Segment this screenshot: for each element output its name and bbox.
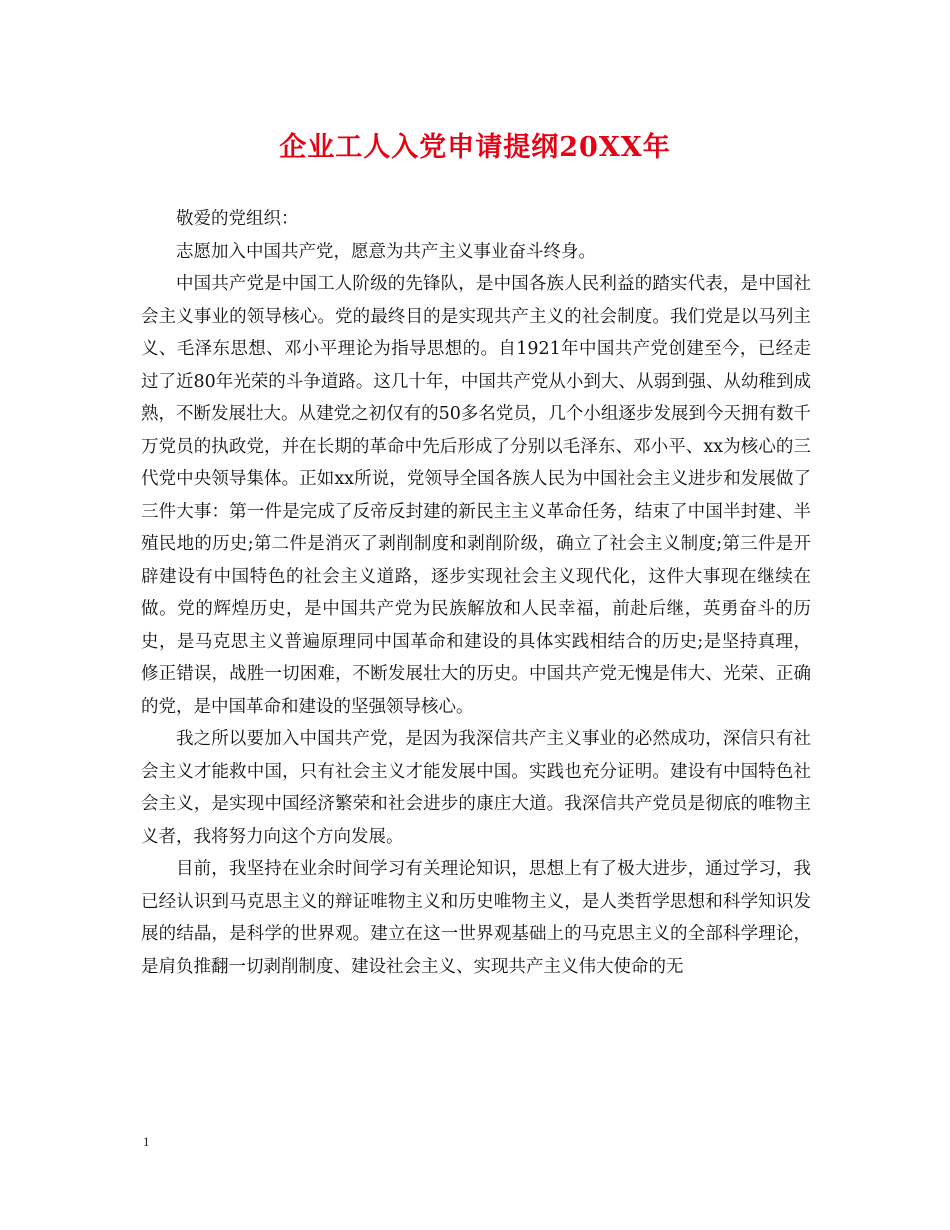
document-title: 企业工人入党申请提纲20XX年 — [279, 132, 671, 163]
paragraph: 目前，我坚持在业余时间学习有关理论知识，思想上有了极大进步，通过学习，我已经认识到马克思主义的辩证唯物主义和历史唯物主义，是人类哲学思想和科学知识发展的结晶，是科学的世界观。建立在这一世界观基础上的马克思主义的全部科学理论，是肩负推翻一切剥削制度、建设社会主义、实现共产主义伟大使命的无 — [141, 859, 811, 977]
document-body — [141, 203, 811, 983]
paragraph: 志愿加入中国共产党，愿意为共产主义事业奋斗终身。 — [176, 241, 596, 262]
salutation: 敬爱的党组织： — [176, 209, 299, 229]
paragraph: 中国共产党是中国工人阶级的先锋队，是中国各族人民利益的踏实代表，是中国社会主义事业的领导核心。党的最终目的是实现共产主义的社会制度。我们党是以马列主义、毛泽东思想、邓小平理论为指导思想的。自1921年中国共产党创建至今，已经走过了近80年光荣的斗争道路。这几十年，中国共产党从小到大、从弱到强、从幼稚到成熟，不断发展壮大。从建党之初仅有的50多名党员，几个小组逐步发展到今天拥有数千万党员的执政党，并在长期的革命中先后形成了分别以毛泽东、邓小平、xx为核心的三代党中央领导集体。正如xx所说，党领导全国各族人民为中国社会主义进步和发展做了三件大事：第一件是完成了反帝反封建的新民主主义革命任务，结束了中国半封建、半殖民地的历史;第二件是消灭了剥削制度和剥削阶级，确立了社会主义制度;第三件是开辟建设有中国特色的社会主义道路，逐步实现社会主义现代化，这件大事现在继续在做。党的辉煌历史，是中国共产党为民族解放和人民幸福，前赴后继，英勇奋斗的历史，是马克思主义普遍原理同中国革命和建设的具体实践相结合的历史;是坚持真理，修正错误，战胜一切困难，不断发展壮大的历史。中国共产党无愧是伟大、光荣、正确的党，是中国革命和建设的坚强领导核心。 — [141, 274, 811, 717]
paragraph: 我之所以要加入中国共产党，是因为我深信共产主义事业的必然成功，深信只有社会主义才能救中国，只有社会主义才能发展中国。实践也充分证明。建设有中国特色社会主义，是实现中国经济繁荣和社会进步的康庄大道。我深信共产党员是彻底的唯物主义者，我将努力向这个方向发展。 — [141, 729, 811, 847]
page-number: 1 — [143, 1134, 150, 1149]
